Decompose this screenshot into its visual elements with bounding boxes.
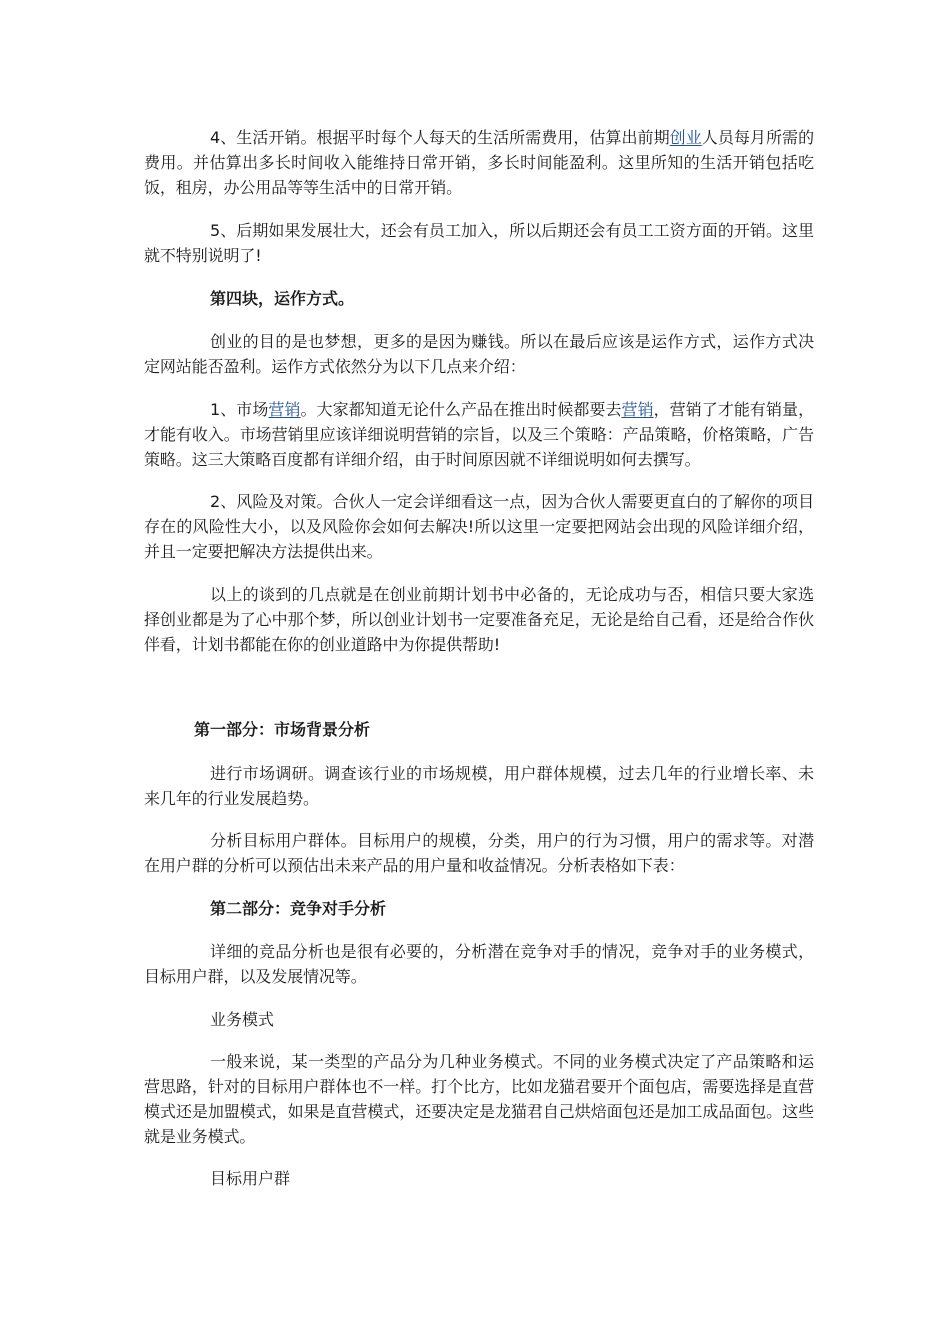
paragraph-text: 4、生活开销。根据平时每个人每天的生活所需费用，估算出前期 xyxy=(210,128,670,147)
paragraph-staff-expenses: 5、后期如果发展壮大，还会有员工加入，所以后期还会有员工工资方面的开销。这里就不特别说明了! xyxy=(144,221,814,265)
paragraph-market-research: 进行市场调研。调查该行业的市场规模，用户群体规模，过去几年的行业增长率、未来几年的行业发展趋势。 xyxy=(144,764,814,808)
paragraph-business-model: 一般来说，某一类型的产品分为几种业务模式。不同的业务模式决定了产品策略和运营思路，针对的目标用户群体也不一样。打个比方，比如龙猫君要开个面包店，需要选择是直营模式还是加盟模式，如果是直营模式，还要决定是龙猫君自己烘焙面包还是加工成品面包。这些就是业务模式。 xyxy=(144,1052,814,1146)
paragraph-marketing xyxy=(144,397,814,472)
paragraph-competitor-analysis: 详细的竞品分析也是很有必要的，分析潜在竞争对手的情况，竞争对手的业务模式，目标用户群，以及发展情况等。 xyxy=(144,942,814,986)
paragraph-text: 1、市场 xyxy=(210,400,269,419)
heading-section-four: 第四块，运作方式。 xyxy=(210,289,355,308)
link-startup[interactable]: 创业 xyxy=(669,128,702,147)
label-target-users: 目标用户群 xyxy=(210,1169,291,1188)
heading-part-two: 第二部分：竞争对手分析 xyxy=(210,899,387,918)
heading-part-one: 第一部分：市场背景分析 xyxy=(194,720,371,739)
paragraph-operation-intro: 创业的目的是也梦想，更多的是因为赚钱。所以在最后应该是运作方式，运作方式决定网站能否盈利。运作方式依然分为以下几点来介绍： xyxy=(144,332,814,376)
paragraph-text: 。大家都知道无论什么产品在推出时候都要去 xyxy=(300,400,622,419)
paragraph-conclusion: 以上的谈到的几点就是在创业前期计划书中必备的，无论成功与否，相信只要大家选择创业都是为了心中那个梦，所以创业计划书一定要准备充足，无论是给自己看，还是给合作伙伴看，计划书都能在你的创业道路中为你提供帮助! xyxy=(144,585,814,654)
label-business-model: 业务模式 xyxy=(210,1010,275,1029)
paragraph-living-expenses xyxy=(144,125,814,200)
paragraph-text: ，营销了才能有销量，才能有收入。市场营销里应该详细说明营销的宗旨，以及三个策略：产品策略，价格策略，广告策略。这三大策略百度都有详细介绍，由于时间原因就不详细说明如何去撰写。 xyxy=(144,400,814,469)
paragraph-target-users: 分析目标用户群体。目标用户的规模，分类，用户的行为习惯，用户的需求等。对潜在用户群的分析可以预估出未来产品的用户量和收益情况。分析表格如下表： xyxy=(144,831,814,875)
paragraph-risk: 2、风险及对策。合伙人一定会详细看这一点，因为合伙人需要更直白的了解你的项目存在的风险性大小，以及风险你会如何去解决!所以这里一定要把网站会出现的风险详细介绍，并且一定要把解决方法提供出来。 xyxy=(144,492,814,561)
link-marketing-2[interactable]: 营销 xyxy=(621,400,654,419)
paragraph-text: 人员每月所需的费用。并估算出多长时间收入能维持日常开销，多长时间能盈利。这里所知的生活开销包括吃饭，租房，办公用品等等生活中的日常开销。 xyxy=(144,128,814,197)
link-marketing[interactable]: 营销 xyxy=(268,400,301,419)
